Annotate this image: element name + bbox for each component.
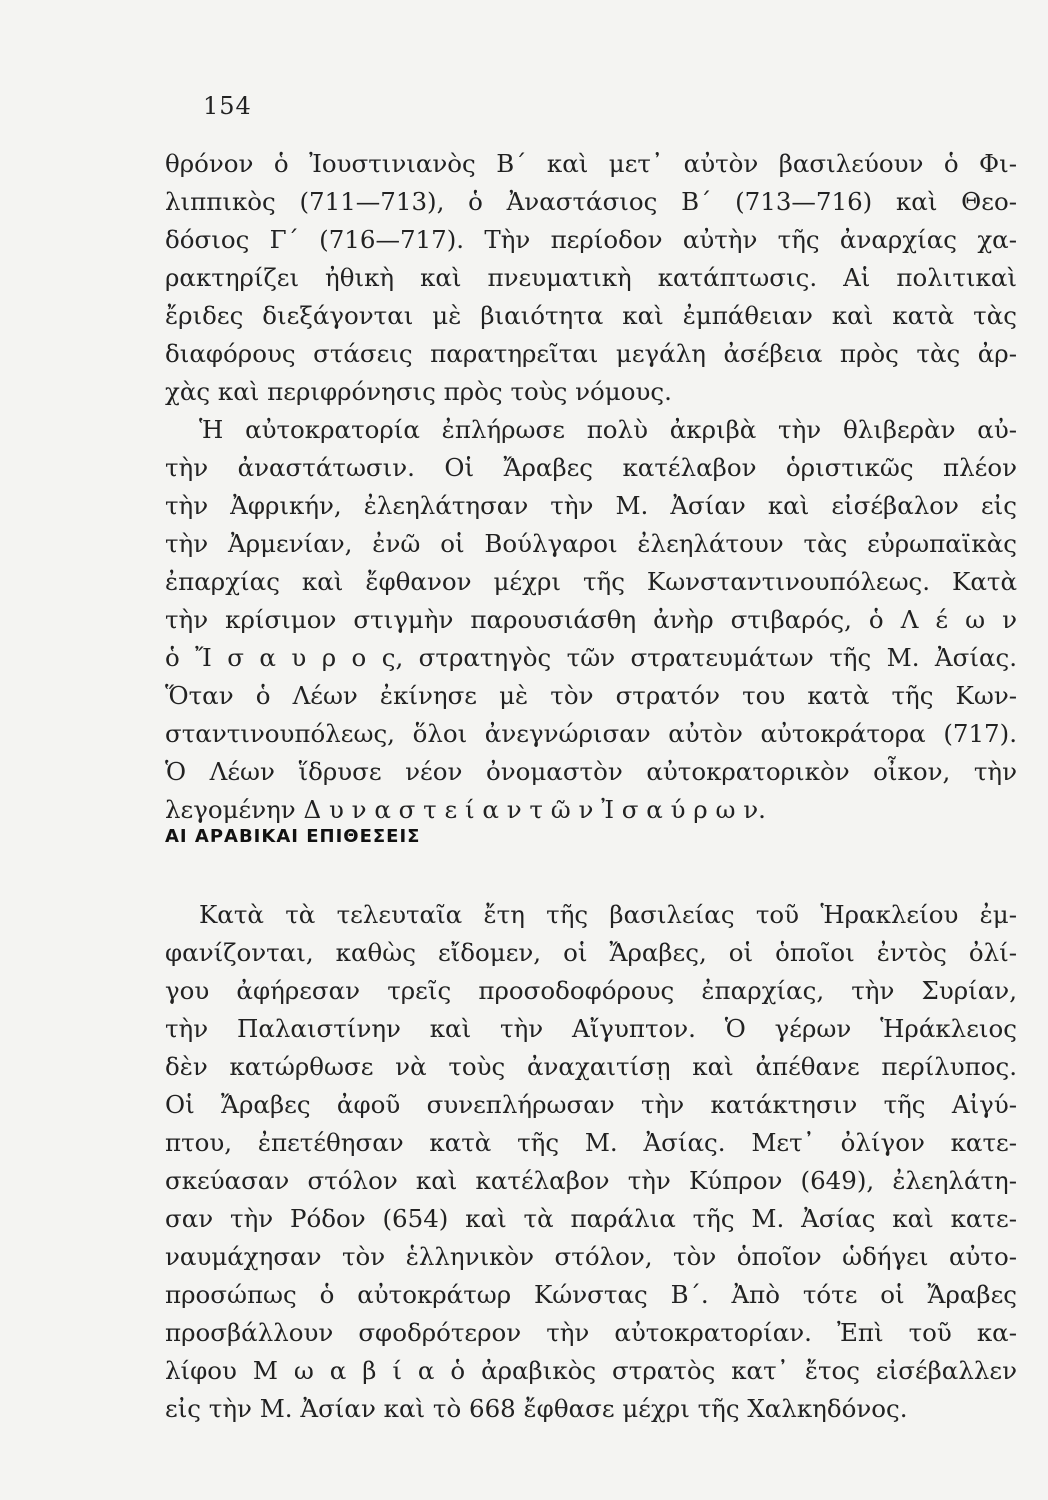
text-line: τὴν Ἀφρικήν, ἐλεηλάτησαν τὴν Μ. Ἀσίαν καὶ εἰσέβαλον εἰς <box>165 491 1017 520</box>
text-line: εἰς τὴν Μ. Ἀσίαν καὶ τὸ 668 ἔφθασε μέχρι τῆς Χαλκηδόνος. <box>165 1394 908 1423</box>
paragraph-3 <box>165 896 1017 1428</box>
text-line: Οἱ Ἄραβες ἀφοῦ συνεπλήρωσαν τὴν κατάκτησιν τῆς Αἰγύ- <box>165 1090 1017 1119</box>
text-line: ναυμάχησαν τὸν ἑλληνικὸν στόλον, τὸν ὁποῖον ὡδήγει αὐτο- <box>165 1242 1017 1271</box>
text-line: σταντινουπόλεως, ὅλοι ἀνεγνώρισαν αὐτὸν αὐτοκράτορα (717). <box>165 719 1017 748</box>
text-line: σκεύασαν στόλον καὶ κατέλαβον τὴν Κύπρον (649), ἐλεηλάτη- <box>165 1166 1017 1195</box>
text-line: Ὁ Λέων ἵδρυσε νέον ὀνομαστὸν αὐτοκρατορικὸν οἶκον, τὴν <box>165 757 1017 786</box>
text-line: γου ἀφήρεσαν τρεῖς προσοδοφόρους ἐπαρχίας, τὴν Συρίαν, <box>165 976 1017 1005</box>
text-line: φανίζονται, καθὼς εἴδομεν, οἱ Ἄραβες, οἱ ὁποῖοι ἐντὸς ὀλί- <box>165 938 1017 967</box>
text-line: χὰς καὶ περιφρόνησις πρὸς τοὺς νόμους. <box>165 377 672 406</box>
text-line: ρακτηρίζει ἠθικὴ καὶ πνευματικὴ κατάπτωσις. Αἱ πολιτικαὶ <box>165 263 1017 292</box>
text-line: τὴν ἀναστάτωσιν. Οἱ Ἄραβες κατέλαβον ὁριστικῶς πλέον <box>165 453 1017 482</box>
text-line: λεγομένην Δ υ ν α σ τ ε ί α ν τ ῶ ν Ἰ σ α ύ ρ ω ν. <box>165 795 766 824</box>
text-line: λιππικὸς (711—713), ὁ Ἀναστάσιος Β΄ (713—716) καὶ Θεο- <box>165 187 1017 216</box>
text-line: δόσιος Γ΄ (716—717). Τὴν περίοδον αὐτὴν τῆς ἀναρχίας χα- <box>165 225 1017 254</box>
text-line: θρόνον ὁ Ἰουστινιανὸς Β΄ καὶ μετ᾿ αὐτὸν βασιλεύουν ὁ Φι- <box>165 149 1017 178</box>
text-line: ὁ Ἴ σ α υ ρ ο ς, στρατηγὸς τῶν στρατευμάτων τῆς Μ. Ἀσίας. <box>165 643 1017 672</box>
text-line: Ὅταν ὁ Λέων ἐκίνησε μὲ τὸν στρατόν του κατὰ τῆς Κων- <box>165 681 1017 710</box>
text-line: πτου, ἐπετέθησαν κατὰ τῆς Μ. Ἀσίας. Μετ᾿ ὀλίγον κατε- <box>165 1128 1017 1157</box>
text-line: λίφου Μ ω α β ί α ὁ ἀραβικὸς στρατὸς κατ᾿ ἔτος εἰσέβαλλεν <box>165 1356 1017 1385</box>
text-line: Ἡ αὐτοκρατορία ἐπλήρωσε πολὺ ἀκριβὰ τὴν θλιβερὰν αὐ- <box>199 415 1017 444</box>
text-line: ἐπαρχίας καὶ ἔφθανον μέχρι τῆς Κωνσταντινουπόλεως. Κατὰ <box>165 567 1017 596</box>
paragraph-2 <box>165 411 1017 829</box>
text-line: τὴν Παλαιστίνην καὶ τὴν Αἴγυπτον. Ὁ γέρων Ἡράκλειος <box>165 1014 1017 1043</box>
text-line: προσώπως ὁ αὐτοκράτωρ Κώνστας Β΄. Ἀπὸ τότε οἱ Ἄραβες <box>165 1280 1017 1309</box>
section-heading: ΑΙ ΑΡΑΒΙΚΑΙ ΕΠΙΘΕΣΕΙΣ <box>165 826 421 847</box>
page-number: 154 <box>203 92 252 120</box>
text-line: ἔριδες διεξάγονται μὲ βιαιότητα καὶ ἐμπάθειαν καὶ κατὰ τὰς <box>165 301 1017 330</box>
text-block-upper <box>165 145 1017 829</box>
text-line: διαφόρους στάσεις παρατηρεῖται μεγάλη ἀσέβεια πρὸς τὰς ἀρ- <box>165 339 1017 368</box>
text-line: τὴν κρίσιμον στιγμὴν παρουσιάσθη ἀνὴρ στιβαρός, ὁ Λ έ ω ν <box>165 605 1017 634</box>
text-line: δὲν κατώρθωσε νὰ τοὺς ἀναχαιτίσῃ καὶ ἀπέθανε περίλυπος. <box>165 1052 1017 1081</box>
text-line: Κατὰ τὰ τελευταῖα ἔτη τῆς βασιλείας τοῦ Ἡρακλείου ἐμ- <box>199 900 1017 929</box>
paragraph-1 <box>165 145 1017 411</box>
text-line: σαν τὴν Ρόδον (654) καὶ τὰ παράλια τῆς Μ. Ἀσίας καὶ κατε- <box>165 1204 1017 1233</box>
text-block-lower <box>165 896 1017 1428</box>
text-line: τὴν Ἀρμενίαν, ἐνῶ οἱ Βούλγαροι ἐλεηλάτουν τὰς εὐρωπαϊκὰς <box>165 529 1017 558</box>
text-line: προσβάλλουν σφοδρότερον τὴν αὐτοκρατορίαν. Ἐπὶ τοῦ κα- <box>165 1318 1017 1347</box>
